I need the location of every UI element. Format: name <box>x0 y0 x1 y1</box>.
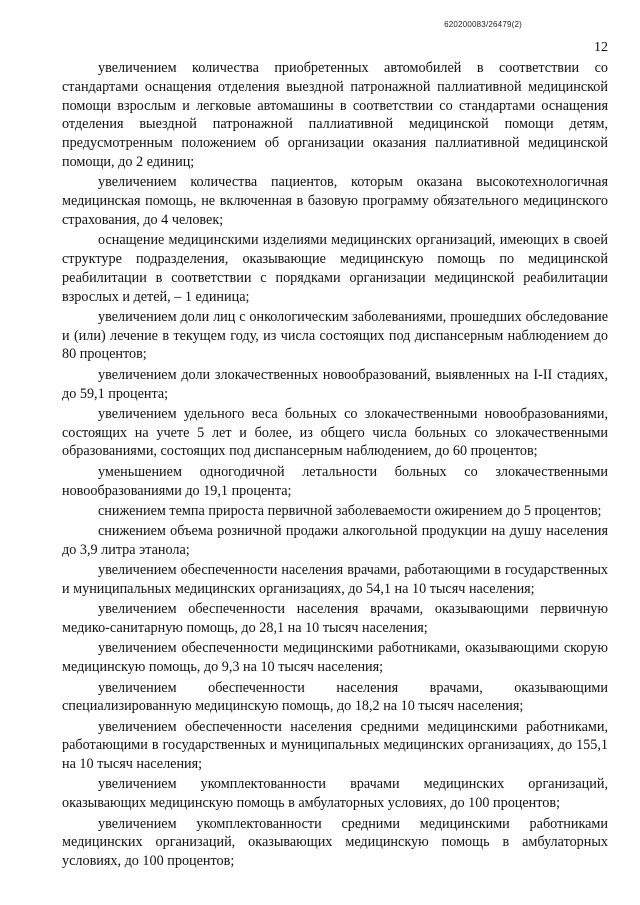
paragraph: увеличением обеспеченности населения врачами, оказывающими первичную медико-санитарную помощь, до 28,1 на 10 тысяч населения; <box>62 601 608 637</box>
paragraph: увеличением количества пациентов, которым оказана высокотехнологичная медицинская помощь, не включенная в базовую программу обязательного медицинского страхования, до 4 человек; <box>62 174 608 228</box>
paragraph: снижением объема розничной продажи алкогольной продукции на душу населения до 3,9 литра этанола; <box>62 523 608 558</box>
paragraph: увеличением количества приобретенных автомобилей в соответствии со стандартами оснащения отделения выездной патронажной паллиативной медицинской помощи взрослым и легковые автомашины в соответствии со стандартами оснащения отделения выездной патронажной паллиативной медицинской помощи детям, предусмотренным положением об организации оказания паллиативной медицинской помощи, до 2 единиц; <box>62 60 608 170</box>
paragraph: оснащение медицинскими изделиями медицинских организаций, имеющих в своей структуре подразделения, оказывающие медицинскую помощь по медицинской реабилитации в соответствии с порядками организации медицинской реабилитации взрослых и детей, – 1 единица; <box>62 232 608 305</box>
paragraph: увеличением укомплектованности средними медицинскими работниками медицинских организаций, оказывающих медицинскую помощь в амбулаторных условиях, до 100 процентов; <box>62 815 608 870</box>
paragraph: увеличением доли злокачественных новообразований, выявленных на I-II стадиях, до 59,1 процента; <box>62 366 608 402</box>
paragraph: увеличением обеспеченности населения врачами, оказывающими специализированную медицинскую помощь, до 18,2 на 10 тысяч населения; <box>62 679 608 715</box>
paragraph: увеличением обеспеченности населения средними медицинскими работниками, работающими в государственных и муниципальных медицинских организациях, до 155,1 на 10 тысяч населения; <box>62 718 608 773</box>
paragraph: уменьшением одногодичной летальности больных со злокачественными новообразованиями до 19,1 процента; <box>62 463 608 499</box>
document-body <box>62 59 608 872</box>
paragraph: увеличением доли лиц с онкологическим заболеваниями, прошедших обследование и (или) лечение в текущем году, из числа состоящих под диспансерным наблюдением до 80 процентов; <box>62 308 608 363</box>
paragraph: увеличением укомплектованности врачами медицинских организаций, оказывающих медицинскую помощь в амбулаторных условиях, до 100 процентов; <box>62 776 608 812</box>
paragraph: увеличением обеспеченности населения врачами, работающими в государственных и муниципальных медицинских организациях, до 54,1 на 10 тысяч населения; <box>62 562 608 598</box>
page-number: 12 <box>594 40 608 55</box>
paragraph: увеличением удельного веса больных со злокачественными новообразованиями, состоящих на учете 5 лет и более, из общего числа больных со злокачественными образованиями, состоящих под диспансерным наблюдением, до 60 процентов; <box>62 405 608 460</box>
document-code: 620200083/26479(2) <box>444 20 522 29</box>
paragraph: увеличением обеспеченности медицинскими работниками, оказывающими скорую медицинскую помощь, до 9,3 на 10 тысяч населения; <box>62 640 608 676</box>
paragraph: снижением темпа прироста первичной заболеваемости ожирением до 5 процентов; <box>98 502 602 519</box>
